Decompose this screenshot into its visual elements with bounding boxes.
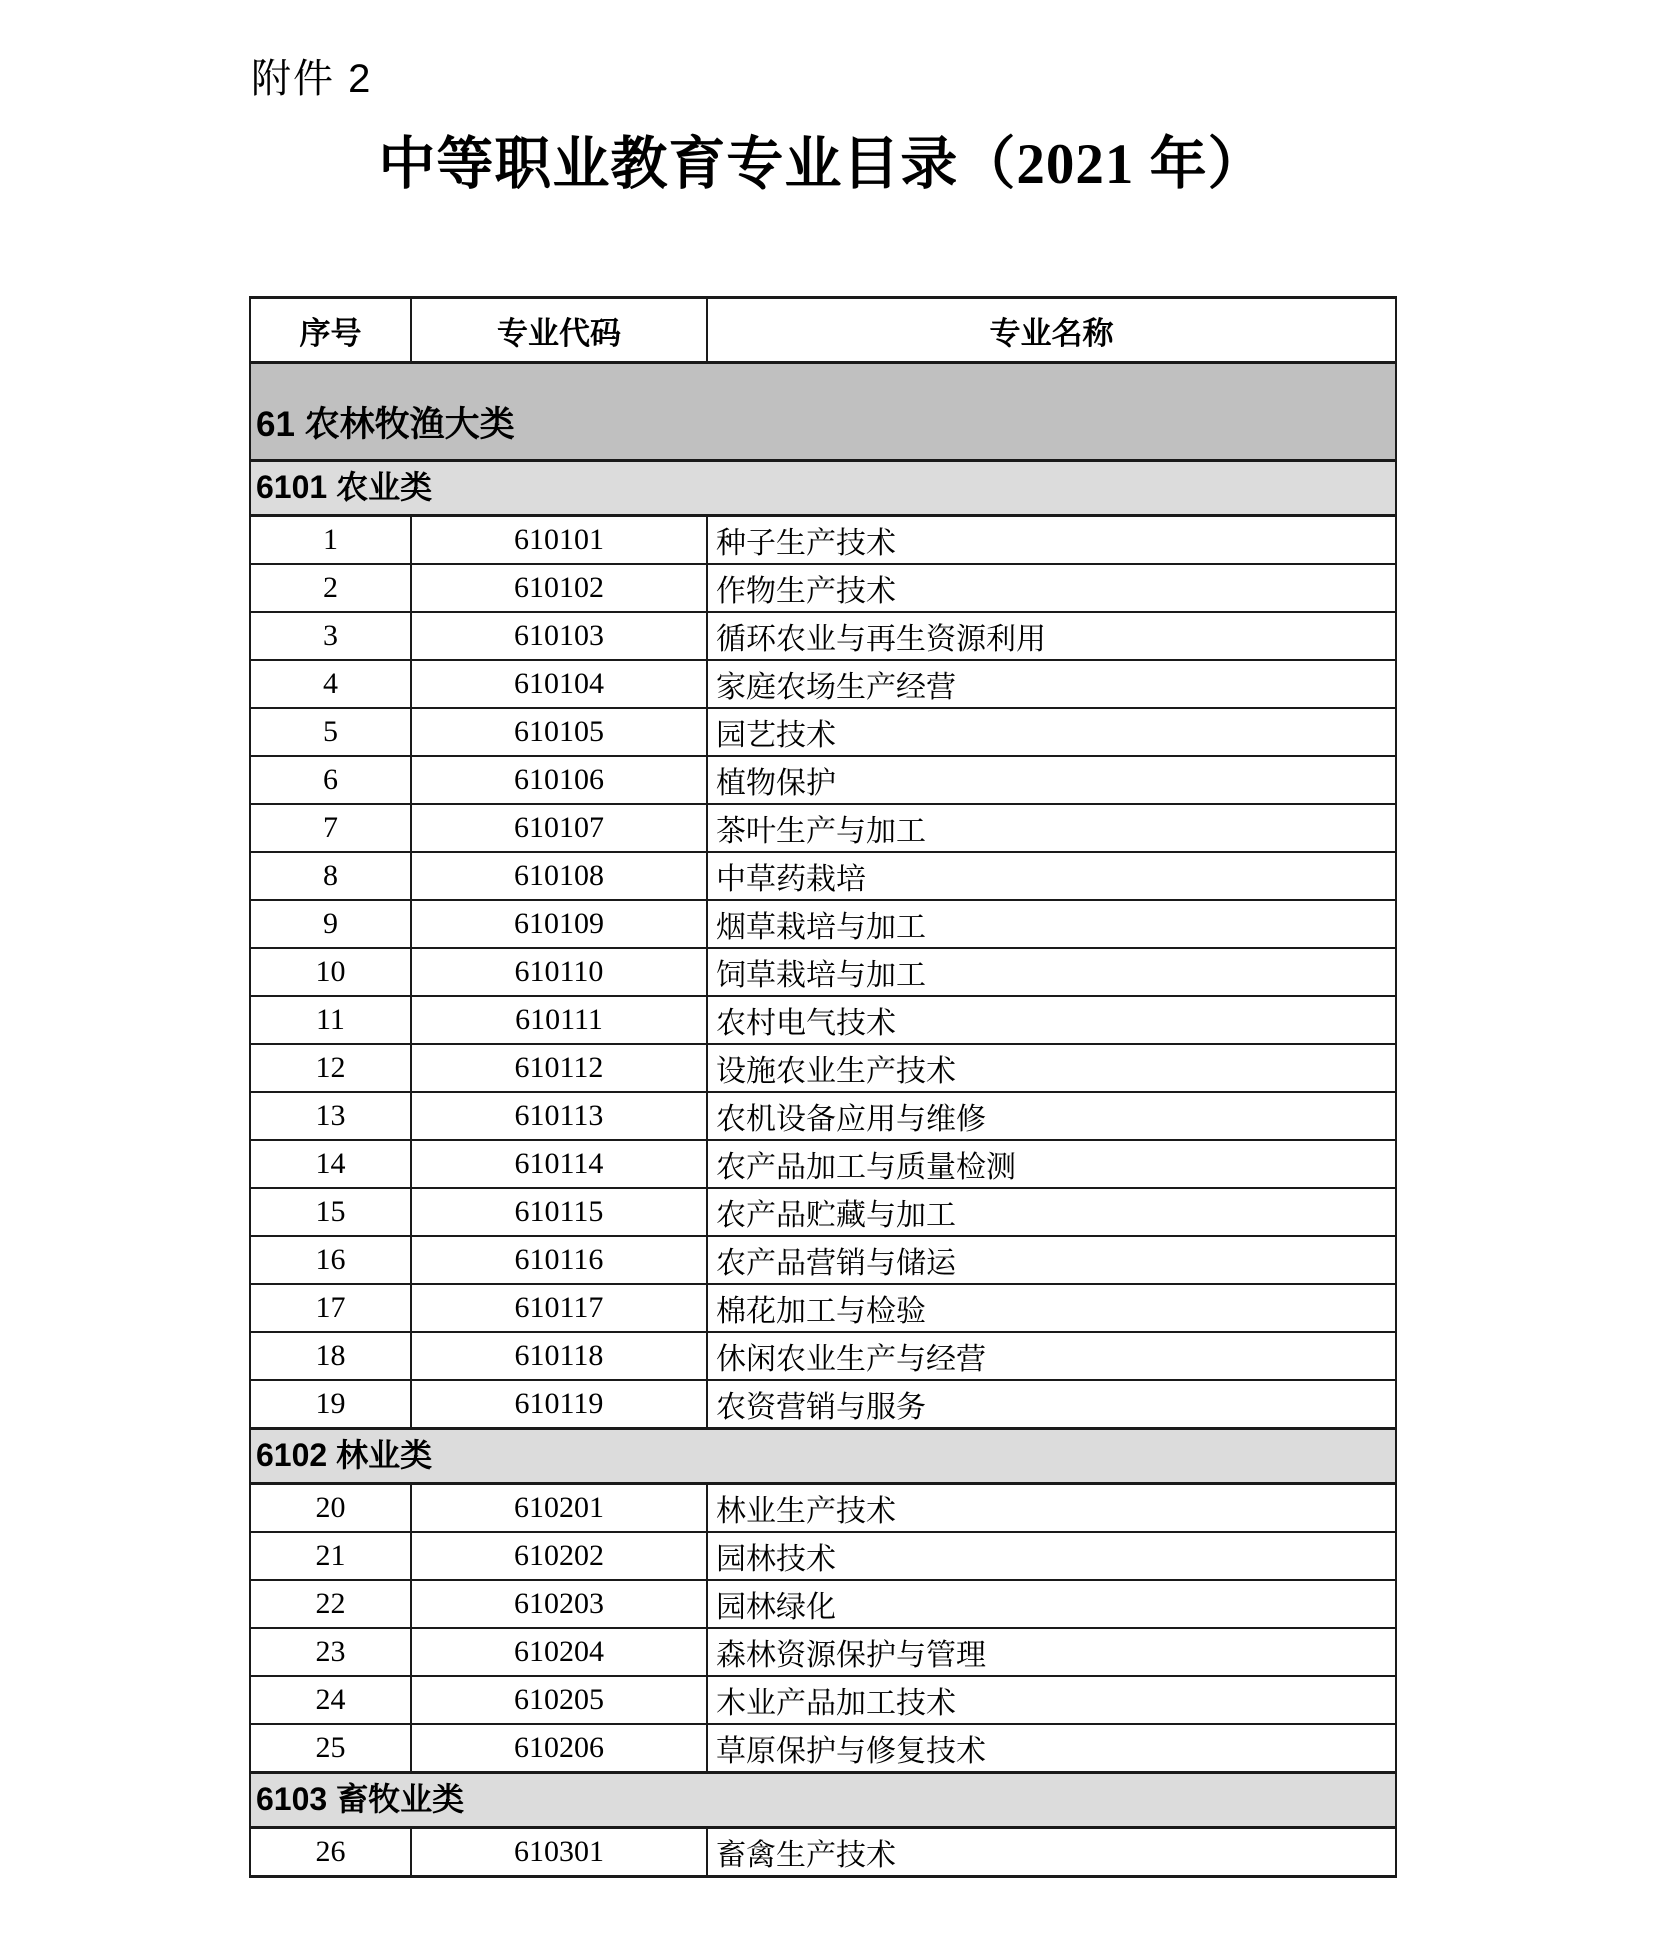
table-row — [250, 756, 1396, 804]
row-number-cell: 12 — [250, 1044, 411, 1092]
row-number-cell: 23 — [250, 1628, 411, 1676]
major-name-cell: 种子生产技术 — [707, 516, 1396, 565]
major-code-cell: 610301 — [411, 1828, 707, 1877]
table-row — [250, 1332, 1396, 1380]
major-code-cell: 610203 — [411, 1580, 707, 1628]
row-number-cell: 13 — [250, 1092, 411, 1140]
row-number-cell: 11 — [250, 996, 411, 1044]
table-row — [250, 948, 1396, 996]
row-number-cell: 21 — [250, 1532, 411, 1580]
major-code-cell: 610113 — [411, 1092, 707, 1140]
major-code-cell: 610111 — [411, 996, 707, 1044]
major-name-cell: 作物生产技术 — [707, 564, 1396, 612]
table-row — [250, 1724, 1396, 1773]
major-code-cell: 610103 — [411, 612, 707, 660]
table-row — [250, 660, 1396, 708]
major-name-cell: 园林技术 — [707, 1532, 1396, 1580]
row-number-cell: 3 — [250, 612, 411, 660]
table-row — [250, 804, 1396, 852]
major-name-cell: 森林资源保护与管理 — [707, 1628, 1396, 1676]
major-name-cell: 茶叶生产与加工 — [707, 804, 1396, 852]
row-number-cell: 5 — [250, 708, 411, 756]
major-name-cell: 休闲农业生产与经营 — [707, 1332, 1396, 1380]
table-row — [250, 1044, 1396, 1092]
table-row — [250, 996, 1396, 1044]
row-number-cell: 8 — [250, 852, 411, 900]
major-name-cell: 中草药栽培 — [707, 852, 1396, 900]
table-header-row — [250, 298, 1396, 363]
row-number-cell: 26 — [250, 1828, 411, 1877]
major-code-cell: 610117 — [411, 1284, 707, 1332]
page-title: 中等职业教育专业目录（2021 年） — [378, 133, 1266, 196]
major-name-cell: 草原保护与修复技术 — [707, 1724, 1396, 1773]
column-header-serial-number: 序号 — [250, 298, 411, 363]
major-code-cell: 610202 — [411, 1532, 707, 1580]
major-code-cell: 610116 — [411, 1236, 707, 1284]
table-row — [250, 1676, 1396, 1724]
category-row — [250, 363, 1396, 461]
table-row — [250, 1484, 1396, 1533]
major-name-cell: 园艺技术 — [707, 708, 1396, 756]
subcategory-label: 6103 畜牧业类 — [250, 1773, 1396, 1828]
major-code-cell: 610101 — [411, 516, 707, 565]
subcategory-label: 6101 农业类 — [250, 461, 1396, 516]
catalog-table-body — [250, 363, 1396, 1877]
table-row — [250, 1828, 1396, 1877]
major-name-cell: 农产品营销与储运 — [707, 1236, 1396, 1284]
table-row — [250, 1188, 1396, 1236]
table-row — [250, 1140, 1396, 1188]
major-code-cell: 610110 — [411, 948, 707, 996]
row-number-cell: 7 — [250, 804, 411, 852]
major-code-cell: 610206 — [411, 1724, 707, 1773]
row-number-cell: 24 — [250, 1676, 411, 1724]
row-number-cell: 16 — [250, 1236, 411, 1284]
table-row — [250, 1532, 1396, 1580]
major-name-cell: 畜禽生产技术 — [707, 1828, 1396, 1877]
major-name-cell: 林业生产技术 — [707, 1484, 1396, 1533]
column-header-major-name: 专业名称 — [707, 298, 1396, 363]
major-code-cell: 610204 — [411, 1628, 707, 1676]
row-number-cell: 9 — [250, 900, 411, 948]
row-number-cell: 20 — [250, 1484, 411, 1533]
major-code-cell: 610107 — [411, 804, 707, 852]
major-code-cell: 610112 — [411, 1044, 707, 1092]
major-name-cell: 农产品加工与质量检测 — [707, 1140, 1396, 1188]
major-code-cell: 610205 — [411, 1676, 707, 1724]
row-number-cell: 15 — [250, 1188, 411, 1236]
row-number-cell: 19 — [250, 1380, 411, 1429]
major-code-cell: 610118 — [411, 1332, 707, 1380]
major-code-cell: 610114 — [411, 1140, 707, 1188]
subcategory-row — [250, 461, 1396, 516]
category-label: 61 农林牧渔大类 — [250, 363, 1396, 461]
table-row — [250, 1628, 1396, 1676]
row-number-cell: 10 — [250, 948, 411, 996]
table-row — [250, 708, 1396, 756]
major-name-cell: 饲草栽培与加工 — [707, 948, 1396, 996]
row-number-cell: 14 — [250, 1140, 411, 1188]
table-row — [250, 1380, 1396, 1429]
major-code-cell: 610108 — [411, 852, 707, 900]
row-number-cell: 6 — [250, 756, 411, 804]
row-number-cell: 4 — [250, 660, 411, 708]
table-row — [250, 516, 1396, 565]
major-name-cell: 园林绿化 — [707, 1580, 1396, 1628]
row-number-cell: 18 — [250, 1332, 411, 1380]
table-row — [250, 1092, 1396, 1140]
major-name-cell: 木业产品加工技术 — [707, 1676, 1396, 1724]
major-name-cell: 农产品贮藏与加工 — [707, 1188, 1396, 1236]
row-number-cell: 1 — [250, 516, 411, 565]
major-code-cell: 610105 — [411, 708, 707, 756]
major-code-cell: 610102 — [411, 564, 707, 612]
major-code-cell: 610201 — [411, 1484, 707, 1533]
row-number-cell: 17 — [250, 1284, 411, 1332]
major-name-cell: 循环农业与再生资源利用 — [707, 612, 1396, 660]
major-name-cell: 设施农业生产技术 — [707, 1044, 1396, 1092]
row-number-cell: 22 — [250, 1580, 411, 1628]
major-code-cell: 610106 — [411, 756, 707, 804]
table-row — [250, 852, 1396, 900]
attachment-label: 附件 2 — [251, 57, 373, 101]
subcategory-row — [250, 1429, 1396, 1484]
major-name-cell: 植物保护 — [707, 756, 1396, 804]
table-row — [250, 1284, 1396, 1332]
catalog-table — [249, 296, 1397, 1878]
major-code-cell: 610119 — [411, 1380, 707, 1429]
table-row — [250, 564, 1396, 612]
major-name-cell: 农机设备应用与维修 — [707, 1092, 1396, 1140]
major-name-cell: 烟草栽培与加工 — [707, 900, 1396, 948]
major-code-cell: 610115 — [411, 1188, 707, 1236]
table-row — [250, 1580, 1396, 1628]
major-code-cell: 610104 — [411, 660, 707, 708]
row-number-cell: 2 — [250, 564, 411, 612]
major-name-cell: 家庭农场生产经营 — [707, 660, 1396, 708]
column-header-major-code: 专业代码 — [411, 298, 707, 363]
table-row — [250, 900, 1396, 948]
major-name-cell: 棉花加工与检验 — [707, 1284, 1396, 1332]
table-row — [250, 1236, 1396, 1284]
table-row — [250, 612, 1396, 660]
major-name-cell: 农资营销与服务 — [707, 1380, 1396, 1429]
row-number-cell: 25 — [250, 1724, 411, 1773]
subcategory-label: 6102 林业类 — [250, 1429, 1396, 1484]
major-code-cell: 610109 — [411, 900, 707, 948]
major-name-cell: 农村电气技术 — [707, 996, 1396, 1044]
subcategory-row — [250, 1773, 1396, 1828]
